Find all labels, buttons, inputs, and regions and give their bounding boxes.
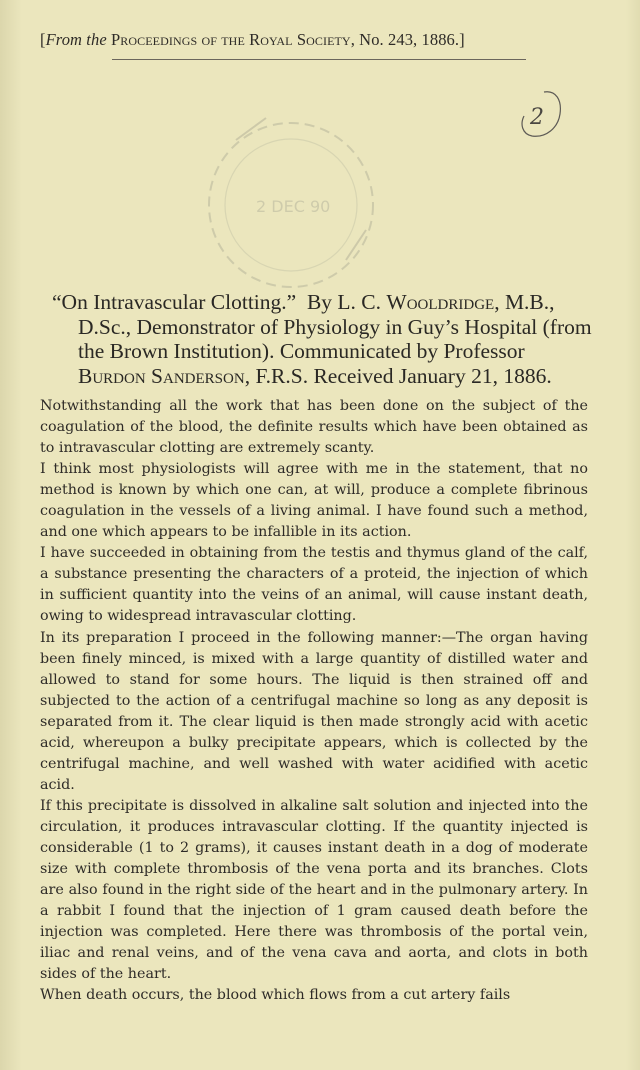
- journal-header: [40, 30, 560, 50]
- header-issue: No. 243, 1886.]: [359, 30, 465, 49]
- header-bracket: [: [40, 30, 46, 49]
- communicator-name: Burdon Sanderson: [78, 363, 245, 388]
- library-stamp: [196, 110, 386, 300]
- paper-title-block: [52, 290, 592, 388]
- paragraph: I have succeeded in obtaining from the testis and thymus gland of the calf, a substance presenting the characters of a proteid, the injection of which in sufficient quantity into the veins of an animal, will cause instant death, owing to widespread intravascular clotting.: [40, 545, 588, 625]
- title-by: By L. C.: [306, 290, 382, 314]
- title-line-3: the Brown Institution). Communicated by Professor: [78, 339, 525, 363]
- pencil-number: 2: [530, 105, 544, 130]
- title-line-4-rest: , F.R.S. Received January 21, 1886.: [244, 363, 552, 388]
- header-journal: Proceedings of the Royal Society,: [110, 30, 355, 49]
- header-from-the: From the: [45, 30, 107, 49]
- title-quote-open: “: [52, 290, 62, 314]
- paragraph: Notwithstanding all the work that has been done on the subject of the coagulation of the blood, the definite results which have been obtained as to intravascular clotting are extremely scanty.: [40, 398, 588, 457]
- pencil-annotation: [516, 86, 566, 146]
- author-name: Wooldridge: [386, 290, 495, 314]
- header-rule: [112, 59, 526, 60]
- paragraph: I think most physiologists will agree with me in the statement, that no method is known by which one can, at will, produce a complete fibrinous coagulation in the vessels of a living animal. I have found such a method, and one which appears to be infallible in its action.: [40, 461, 588, 541]
- author-degree: , M.B.,: [494, 290, 555, 314]
- paragraph: If this precipitate is dissolved in alkaline salt solution and injected into the circulation, it produces intravascular clotting. If the quantity injected is considerable (1 to 2 grams), it causes instant death in a dog of moderate size with complete thrombosis of the vena porta and its branches. Clots are also found in the right side of the heart and in the pulmonary artery. In a rabbit I found that the injection of 1 gram caused death before the injection was completed. Here there was thrombosis of the portal vein, iliac and renal veins, and of the vena cava and aorta, and clots in both sides of the heart.: [40, 797, 588, 983]
- article-body: [40, 396, 588, 1006]
- paragraph: In its preparation I proceed in the following manner:—The organ having been finely minced, is mixed with a large quantity of distilled water and allowed to stand for some hours. The liquid is then strained off and subjected to the action of a centrifugal machine so long as any deposit is separated from it. The clear liquid is then made strongly acid with acetic acid, whereupon a bulky precipitate appears, which is collected by the centrifugal machine, and well washed with water acidified with acetic acid.: [40, 629, 588, 793]
- paper-title: On Intravascular Clotting.”: [61, 290, 297, 314]
- title-line-2: D.Sc., Demonstrator of Physiology in Guy’s Hospital (from: [78, 314, 592, 339]
- paragraph: When death occurs, the blood which flows from a cut artery fails: [40, 987, 511, 1004]
- stamp-text: 2 DEC 90: [256, 197, 331, 216]
